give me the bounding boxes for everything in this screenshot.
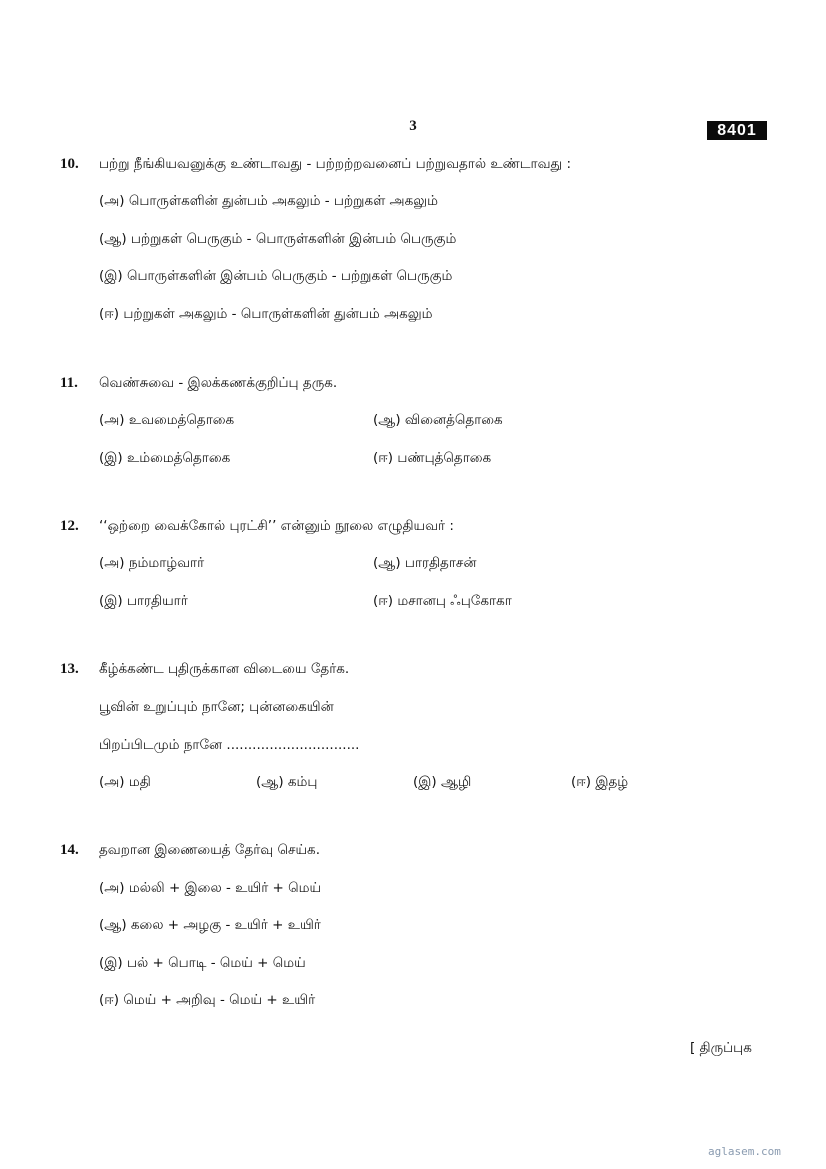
page-number: 3 (409, 118, 417, 134)
option-c: (இ) பல் + பொடி - மெய் + மெய் (99, 955, 306, 971)
option-a: (அ) நம்மாழ்வார் (99, 555, 205, 571)
question-number: 12. (60, 518, 79, 534)
option-d: (ஈ) மசானபு ஃபுகோகா (373, 593, 512, 609)
question-number: 14. (60, 842, 79, 858)
option-b: (ஆ) கலை + அழகு - உயிர் + உயிர் (99, 917, 321, 933)
option-a: (அ) மல்லி + இலை - உயிர் + மெய் (99, 880, 322, 896)
question-number: 10. (60, 156, 79, 172)
option-b: (ஆ) கம்பு (256, 774, 318, 790)
option-b: (ஆ) பற்றுகள் பெருகும் - பொருள்களின் இன்பம் பெருகும் (99, 231, 457, 247)
option-c: (இ) பொருள்களின் இன்பம் பெருகும் - பற்றுகள் பெருகும் (99, 268, 453, 284)
option-a: (அ) பொருள்களின் துன்பம் அகலும் - பற்றுகள் அகலும் (99, 193, 438, 209)
question-text: ‘‘ஒற்றை வைக்கோல் புரட்சி’’ என்னும் நூலை எழுதியவர் : (99, 518, 454, 534)
option-b: (ஆ) பாரதிதாசன் (373, 555, 477, 571)
paper-code-badge: 8401 (707, 121, 767, 140)
option-a: (அ) மதி (99, 774, 151, 790)
option-d: (ஈ) மெய் + அறிவு - மெய் + உயிர் (99, 992, 316, 1008)
riddle-line-1: பூவின் உறுப்பும் நானே; புன்னகையின் (99, 699, 334, 715)
question-text: வெண்சுவை - இலக்கணக்குறிப்பு தருக. (99, 375, 338, 391)
continue-marker: [ திருப்புக (690, 1040, 752, 1056)
option-c: (இ) பாரதியார் (99, 593, 188, 609)
option-d: (ஈ) பண்புத்தொகை (373, 450, 492, 466)
option-b: (ஆ) வினைத்தொகை (373, 412, 503, 428)
question-number: 13. (60, 661, 79, 677)
question-text: பற்று நீங்கியவனுக்கு உண்டாவது - பற்றற்றவனைப் பற்றுவதால் உண்டாவது : (99, 156, 572, 172)
option-d: (ஈ) இதழ் (571, 774, 629, 790)
option-c: (இ) உம்மைத்தொகை (99, 450, 231, 466)
watermark: aglasem.com (708, 1145, 781, 1158)
option-a: (அ) உவமைத்தொகை (99, 412, 235, 428)
question-text: தவறான இணையைத் தேர்வு செய்க. (99, 842, 320, 858)
riddle-line-2: பிறப்பிடமும் நானே ............................... (99, 737, 360, 753)
question-text: கீழ்க்கண்ட புதிருக்கான விடையை தேர்க. (99, 661, 350, 677)
question-number: 11. (60, 375, 78, 391)
option-d: (ஈ) பற்றுகள் அகலும் - பொருள்களின் துன்பம் அகலும் (99, 306, 433, 322)
option-c: (இ) ஆழி (413, 774, 472, 790)
